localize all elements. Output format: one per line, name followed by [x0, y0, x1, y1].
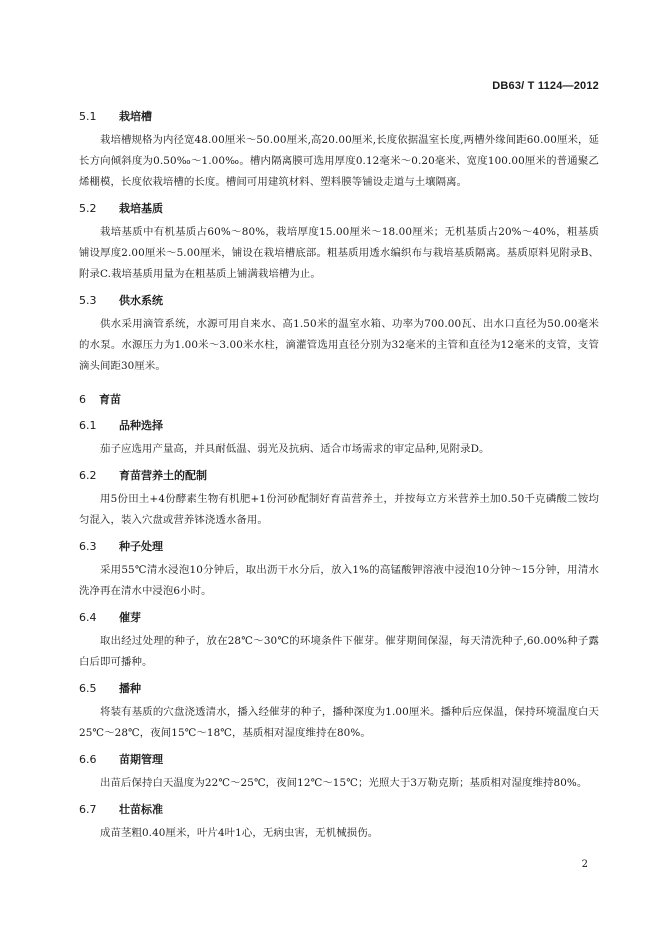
section-number: 6.1	[79, 419, 97, 432]
section-number: 6.7	[79, 803, 97, 816]
section-heading-6-2	[79, 463, 599, 489]
section-number: 6.5	[79, 682, 97, 695]
section-heading-6-5	[79, 676, 599, 702]
section-number: 6.6	[79, 753, 97, 766]
section-heading-6-1	[79, 413, 599, 439]
section-number: 6.4	[79, 611, 97, 624]
section-paragraph-5-1: 栽培槽规格为内径宽48.00厘米～50.00厘米,高20.00厘米,长度依据温室长度,两槽外缘间距60.00厘米，延长方向倾斜度为0.50‰～1.00‰。槽内隔离膜可选用厚度0.12毫米～0.20毫米、宽度100.00厘米的普通聚乙烯棚模，长度依栽培槽的长度。槽间可用建筑材料、塑料膜等铺设走道与土壤隔离。	[79, 134, 599, 188]
section-number: 6.3	[79, 540, 97, 553]
section-title: 供水系统	[119, 294, 163, 307]
section-heading-6-7	[79, 797, 599, 823]
section-title: 催芽	[119, 611, 141, 624]
section-heading-5-1	[79, 104, 599, 130]
document-code: DB63/ T 1124—2012	[492, 80, 599, 92]
section-paragraph-6-3: 采用55℃清水浸泡10分钟后，取出沥干水分后，放入1%的高锰酸钾溶液中浸泡10分钟～15分钟，用清水洗净再在清水中浸泡6小时。	[79, 564, 599, 597]
section-paragraph-6-1: 茄子应选用产量高，并具耐低温、弱光及抗病、适合市场需求的审定品种,见附录D。	[100, 443, 490, 455]
section-heading-5-2	[79, 196, 599, 222]
section-heading-6-4	[79, 605, 599, 631]
section-heading-6	[79, 387, 599, 413]
section-number: 5.2	[79, 202, 97, 215]
section-number: 5.1	[79, 110, 97, 123]
section-number: 6	[79, 393, 86, 406]
section-paragraph-5-3: 供水采用滴管系统，水源可用自来水、高1.50米的温室水箱、功率为700.00瓦、出水口直径为50.00毫米的水泵。水源压力为1.00米～3.00米水柱，滴灌管选用直径分别为32毫米的主管和直径为12毫米的支管，支管滴头间距30厘米。	[79, 318, 599, 372]
section-title: 壮苗标准	[119, 803, 163, 816]
section-paragraph-6-5: 将装有基质的穴盘浇透清水，播入经催芽的种子，播种深度为1.00厘米。播种后应保温，保持环境温度白天25℃～28℃，夜间15℃～18℃，基质相对湿度维持在80%。	[79, 706, 599, 739]
document-body	[79, 104, 599, 847]
section-paragraph-6-6: 出苗后保持白天温度为22℃～25℃，夜间12℃～15℃；光照大于3万勒克斯；基质相对湿度维持80%。	[100, 777, 588, 789]
section-number: 5.3	[79, 294, 97, 307]
section-paragraph-6-7: 成苗茎粗0.40厘米，叶片4叶1心，无病虫害，无机械损伤。	[100, 827, 379, 839]
section-heading-5-3	[79, 288, 599, 314]
section-paragraph-6-4: 取出经过处理的种子，放在28℃～30℃的环境条件下催芽。催芽期间保湿，每天清洗种子,60.00%种子露白后即可播种。	[79, 635, 599, 668]
section-title: 栽培槽	[119, 110, 152, 123]
section-title: 栽培基质	[119, 202, 163, 215]
section-title: 播种	[119, 682, 141, 695]
section-number: 6.2	[79, 469, 97, 482]
section-title: 育苗	[99, 393, 121, 406]
section-title: 品种选择	[119, 419, 163, 432]
section-heading-6-6	[79, 747, 599, 773]
page-number: 2	[581, 859, 588, 870]
section-title: 育苗营养土的配制	[119, 469, 207, 482]
section-paragraph-5-2: 栽培基质中有机基质占60%～80%，栽培厚度15.00厘米～18.00厘米；无机基质占20%～40%，粗基质铺设厚度2.00厘米～5.00厘米，铺设在栽培槽底部。粗基质用透水编织布与栽培基质隔离。基质原料见附录B、附录C.栽培基质用量为在粗基质上铺满栽培槽为止。	[79, 226, 599, 280]
section-heading-6-3	[79, 534, 599, 560]
section-title: 种子处理	[119, 540, 163, 553]
section-paragraph-6-2: 用5份田土+4份酵素生物有机肥+1份河砂配制好育苗营养土，并按每立方米营养土加0.50千克磷酸二铵均匀混入，装入穴盘或营养钵浇透水备用。	[79, 493, 599, 526]
section-title: 苗期管理	[119, 753, 163, 766]
